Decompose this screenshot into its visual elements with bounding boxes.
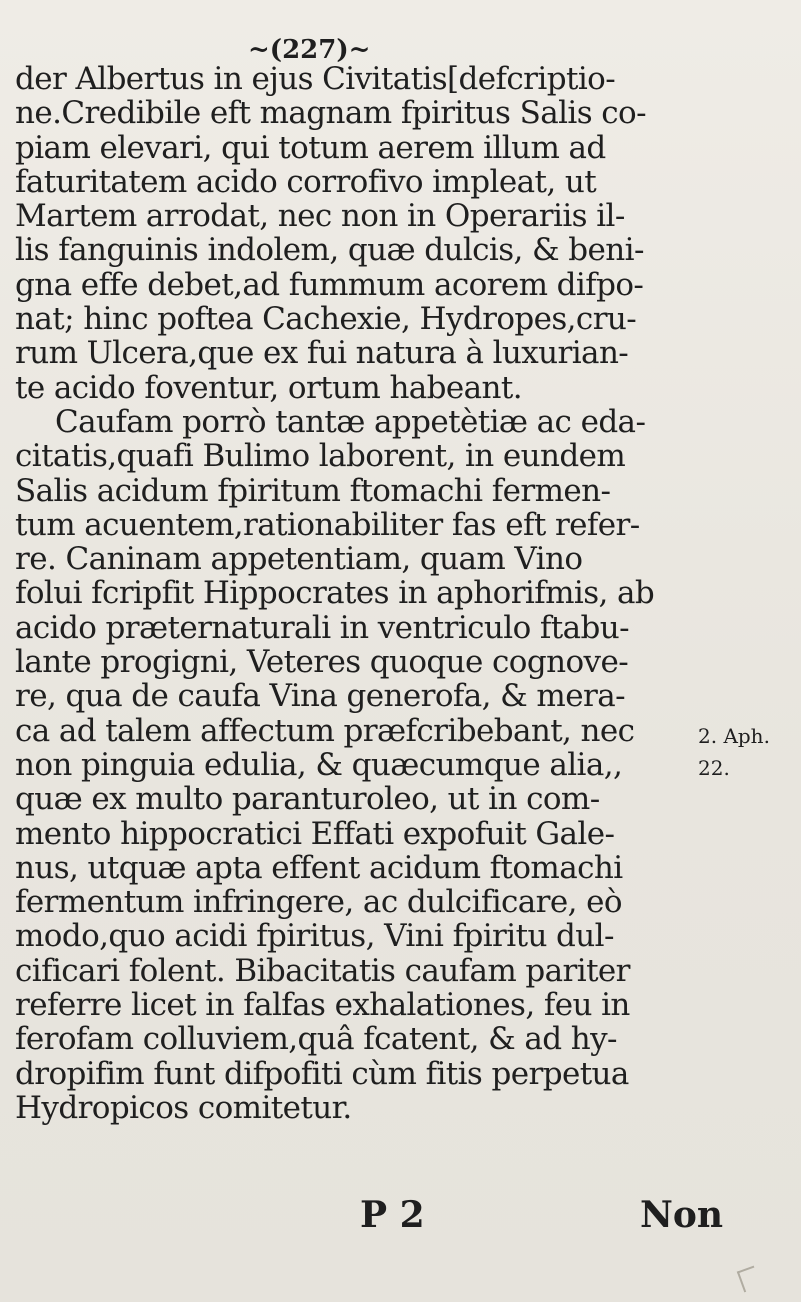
text-line: citatis,quafi Bulimo laborent, in eundem — [15, 438, 626, 475]
text-line: folui fcripfit Hippocrates in aphorifmis, ab — [15, 575, 655, 612]
text-line: lis fanguinis indolem, quæ dulcis, & beni- — [15, 232, 644, 269]
text-line: referre licet in falfas exhalationes, feu in — [15, 987, 630, 1024]
catchword: Non — [640, 1194, 724, 1236]
margin-note-aphorism: 2. Aph. — [698, 724, 770, 748]
text-line: Martem arrodat, nec non in Operariis il- — [15, 198, 625, 235]
body-text — [15, 62, 685, 1125]
text-line-paragraph-start: Caufam porrò tantæ appetètiæ ac eda- — [55, 403, 646, 440]
text-line: ferofam colluviem,quâ fcatent, & ad hy- — [15, 1021, 617, 1058]
text-line: ne.Credibile eft magnam fpiritus Salis co- — [15, 95, 646, 132]
text-line: nat; hinc poftea Cachexie, Hydropes,cru- — [15, 301, 637, 338]
text-line: non pinguia edulia, & quæcumque alia,, — [15, 746, 623, 783]
text-line: cificari folent. Bibacitatis caufam pariter — [15, 952, 630, 989]
text-line: Salis acidum fpiritum ftomachi fermen- — [15, 472, 611, 509]
text-line: faturitatem acido corrofivo impleat, ut — [15, 163, 597, 200]
text-line: der Albertus in ejus Civitatis[defcriptio- — [15, 61, 616, 97]
text-line: te acido foventur, ortum habeant. — [15, 369, 523, 406]
text-line: acido præternaturali in ventriculo ftabu- — [15, 609, 630, 646]
text-line: tum acuentem,rationabiliter fas eft refer- — [15, 506, 640, 543]
text-line: gna effe debet,ad fummum acorem difpo- — [15, 266, 644, 303]
text-line: mento hippocratici Effati expofuit Gale- — [15, 815, 615, 852]
signature-mark: P 2 — [360, 1194, 425, 1236]
text-line: nus, utquæ apta effent acidum ftomachi — [15, 849, 623, 886]
text-line: fermentum infringere, ac dulcificare, eò — [15, 884, 622, 921]
text-line: modo,quo acidi fpiritus, Vini fpiritu dul- — [15, 918, 614, 955]
text-line: rum Ulcera,que ex fui natura à luxurian- — [15, 335, 629, 372]
text-line: piam elevari, qui totum aerem illum ad — [15, 129, 606, 166]
text-line: quæ ex multo paranturoleo, ut in com- — [15, 781, 600, 818]
text-line: lante progigni, Veteres quoque cognove- — [15, 644, 629, 681]
text-line: ca ad talem affectum præfcribebant, nec — [15, 712, 635, 749]
text-line: re, qua de caufa Vina generofa, & mera- — [15, 678, 625, 715]
text-line: re. Caninam appetentiam, quam Vino — [15, 541, 583, 578]
text-line: dropifim funt difpofiti cùm fitis perpetua — [15, 1055, 629, 1092]
page-number-header: ~(227)~ — [248, 35, 371, 65]
paper-mark — [737, 1266, 761, 1293]
margin-note-number: 22. — [698, 756, 730, 780]
text-line: Hydropicos comitetur. — [15, 1089, 352, 1126]
